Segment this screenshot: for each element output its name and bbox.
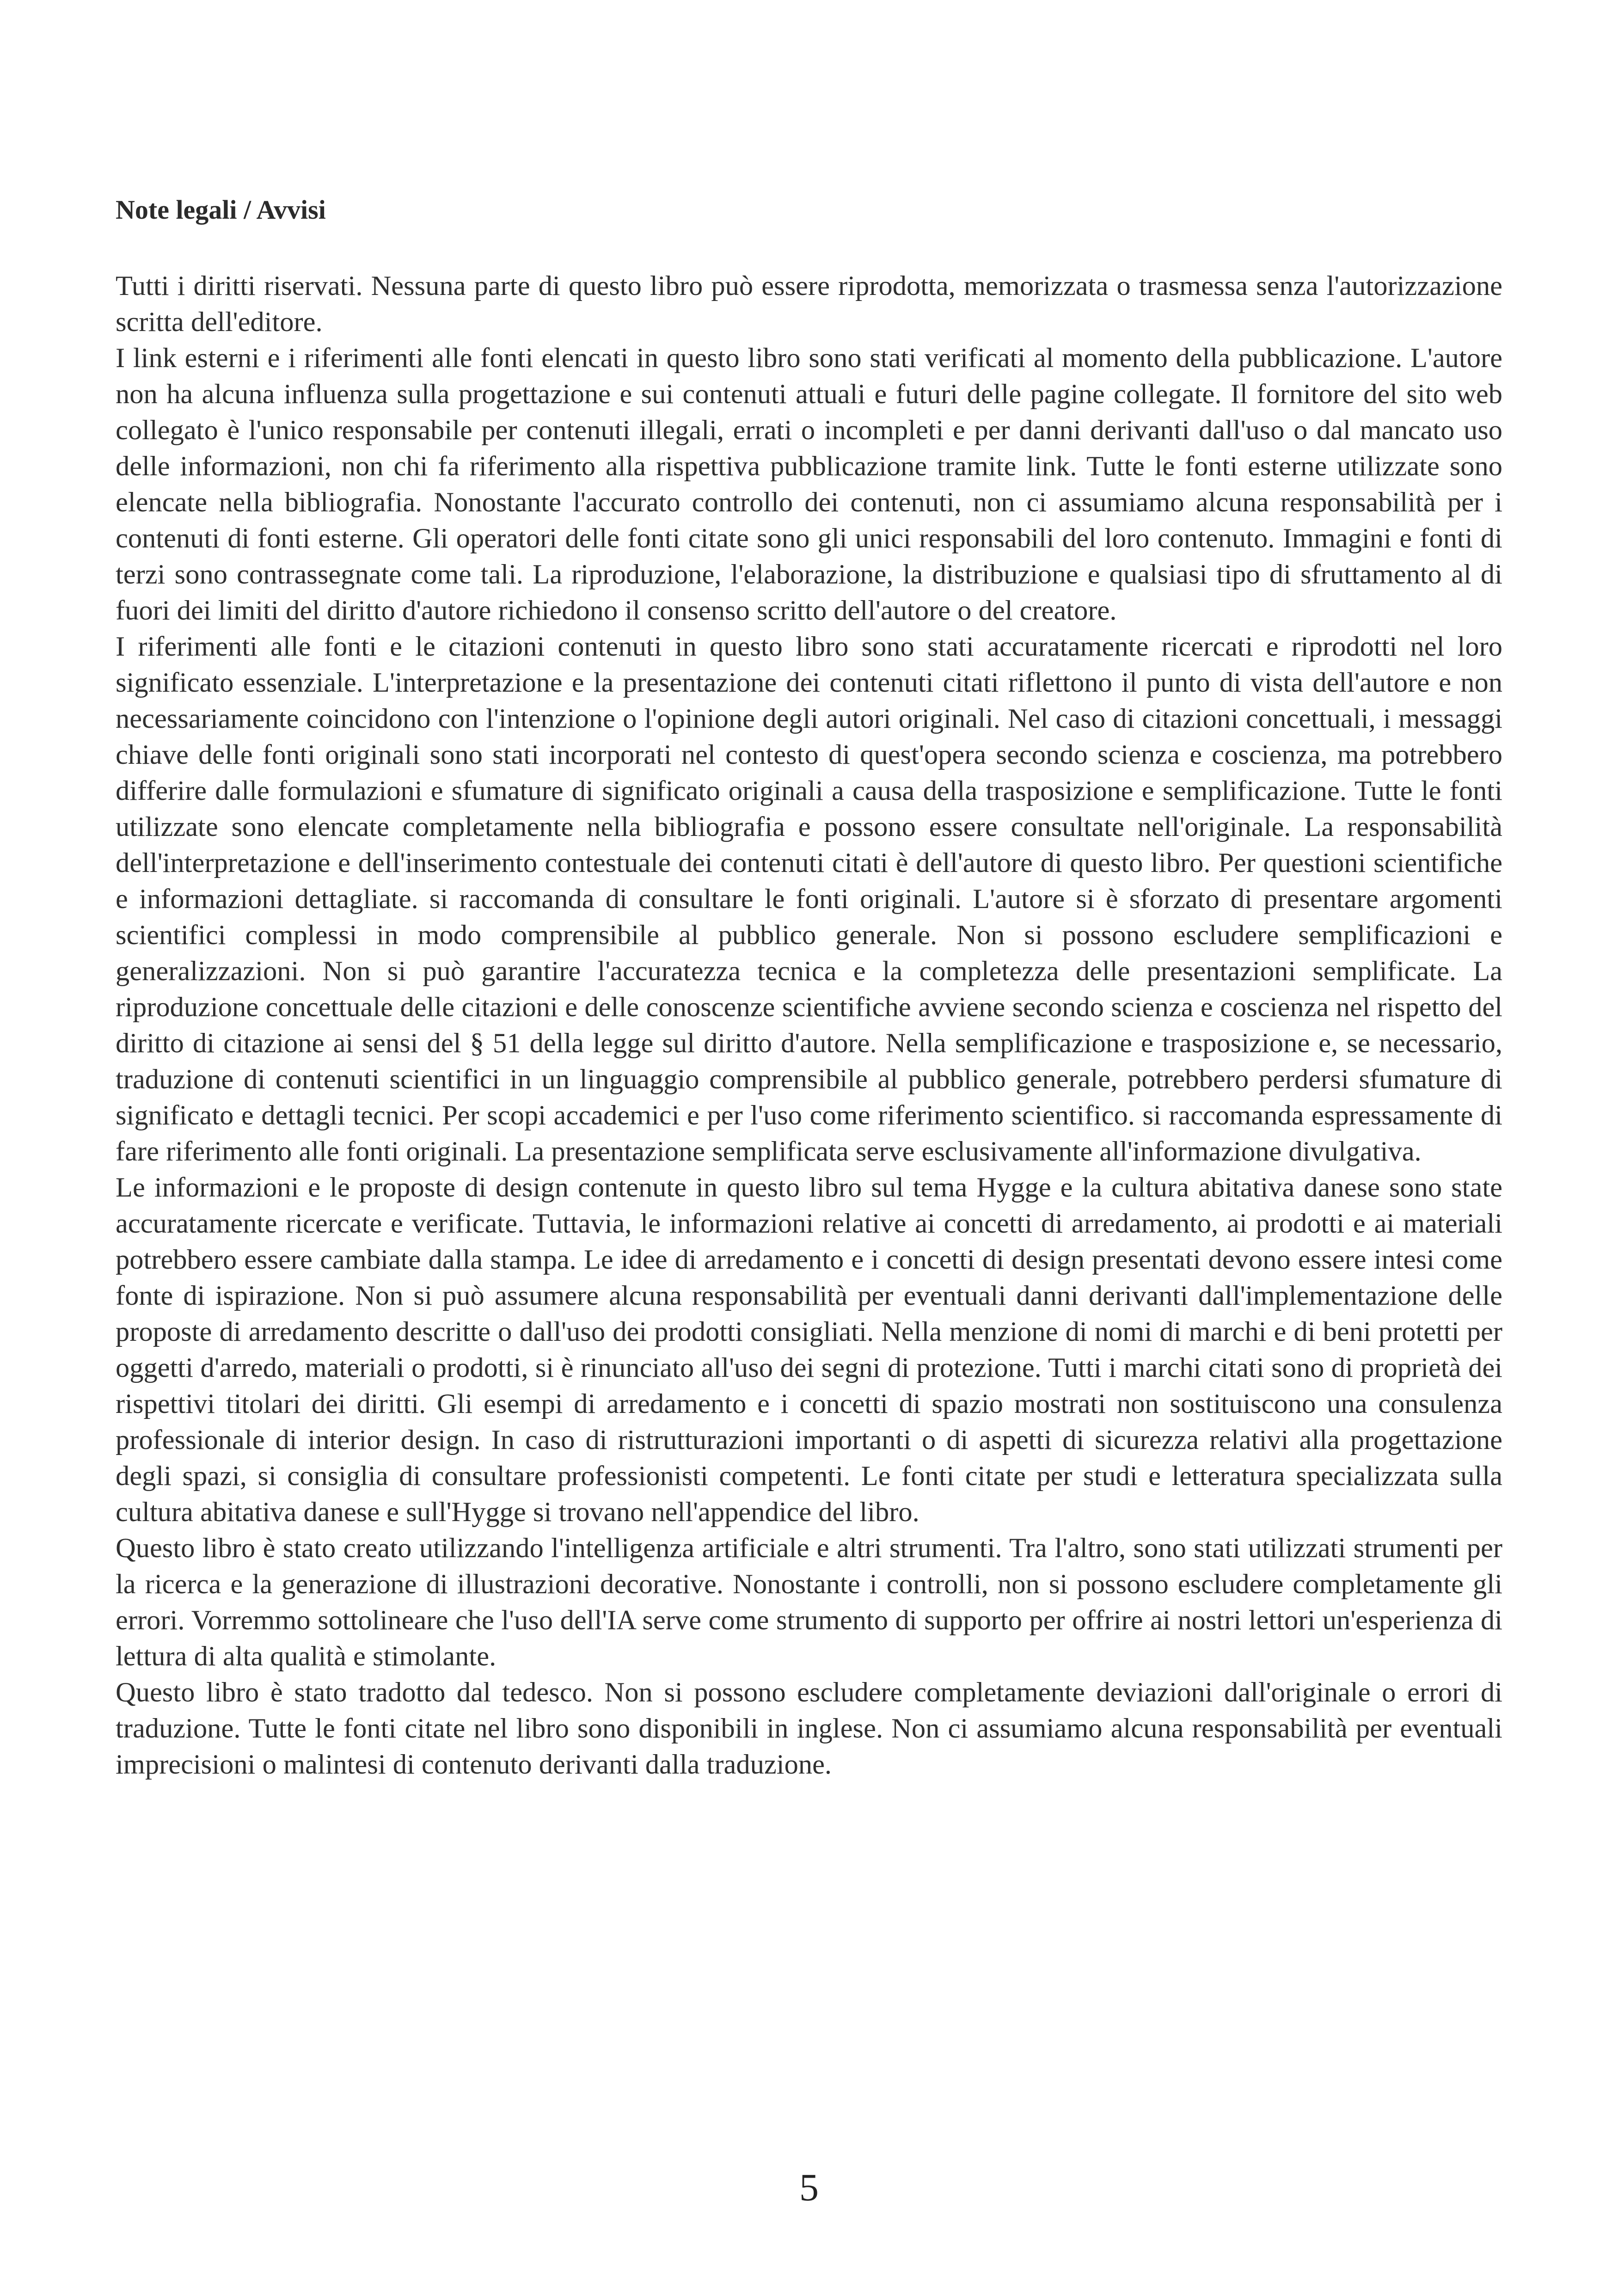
legal-notice-body [116,268,1502,1783]
page-number: 5 [799,2166,819,2209]
section-heading: Note legali / Avvisi [116,195,326,225]
paragraph-ai-usage: Questo libro è stato creato utilizzando l'intelligenza artificiale e altri strumenti. Tra l'altro, sono stati utilizzati strumenti per la ricerca e la generazione di illustrazioni decorative. Nonostante i controlli, non si possono escludere completamente gli errori. Vorremmo sottolineare che l'uso dell'IA serve come strumento di supporto per offrire ai nostri lettori un'esperienza di lettura di alta qualità e stimolante. [116,1533,1502,1672]
paragraph-citations: I riferimenti alle fonti e le citazioni contenuti in questo libro sono stati accuratamente ricercati e riprodotti nel loro significato essenziale. L'interpretazione e la presentazione dei contenuti citati riflettono il punto di vista dell'autore e non necessariamente coincidono con l'intenzione o l'opinione degli autori originali. Nel caso di citazioni concettuali, i messaggi chiave delle fonti originali sono stati incorporati nel contesto di quest'opera secondo scienza e coscienza, ma potrebbero differire dalle formulazioni e sfumature di significato originali a causa della trasposizione e semplificazione. Tutte le fonti utilizzate sono elencate completamente nella bibliografia e possono essere consultate nell'originale. La responsabilità dell'interpretazione e dell'inserimento contestuale dei contenuti citati è dell'autore di questo libro. Per questioni scientifiche e informazioni dettagliate. si raccomanda di consultare le fonti originali. L'autore si è sforzato di presentare argomenti scientifici complessi in modo comprensibile al pubblico generale. Non si possono escludere semplificazioni e generalizzazioni. Non si può garantire l'accuratezza tecnica e la completezza delle presentazioni semplificate. La riproduzione concettuale delle citazioni e delle conoscenze scientifiche avviene secondo scienza e coscienza nel rispetto del diritto di citazione ai sensi del § 51 della legge sul diritto d'autore. Nella semplificazione e trasposizione e, se necessario, traduzione di contenuti scientifici in un linguaggio comprensibile al pubblico generale, potrebbero perdersi sfumature di significato e dettagli tecnici. Per scopi accademici e per l'uso come riferimento scientifico. si raccomanda espressamente di fare riferimento alle fonti originali. La presentazione semplificata serve esclusivamente all'informazione divulgativa. [116,631,1502,1167]
paragraph-external-links: I link esterni e i riferimenti alle fonti elencati in questo libro sono stati verificati al momento della pubblicazione. L'autore non ha alcuna influenza sulla progettazione e sui contenuti attuali e futuri delle pagine collegate. Il fornitore del sito web collegato è l'unico responsabile per contenuti illegali, errati o incompleti e per danni derivanti dall'uso o dal mancato uso delle informazioni, non chi fa riferimento alla rispettiva pubblicazione tramite link. Tutte le fonti esterne utilizzate sono elencate nella bibliografia. Nonostante l'accurato controllo dei contenuti, non ci assumiamo alcuna responsabilità per i contenuti di fonti esterne. Gli operatori delle fonti citate sono gli unici responsabili del loro contenuto. Immagini e fonti di terzi sono contrassegnate come tali. La riproduzione, l'elaborazione, la distribuzione e qualsiasi tipo di sfruttamento al di fuori dei limiti del diritto d'autore richiedono il consenso scritto dell'autore o del creatore. [116,343,1502,626]
paragraph-rights: Tutti i diritti riservati. Nessuna parte di questo libro può essere riprodotta, memorizzata o trasmessa senza l'autorizzazione scritta dell'editore. [116,270,1502,338]
paragraph-translation: Questo libro è stato tradotto dal tedesco. Non si possono escludere completamente deviazioni dall'originale o errori di traduzione. Tutte le fonti citate nel libro sono disponibili in inglese. Non ci assumiamo alcuna responsabilità per eventuali imprecisioni o malintesi di contenuto derivanti dalla traduzione. [116,1677,1502,1780]
paragraph-design-info: Le informazioni e le proposte di design contenute in questo libro sul tema Hygge e la cultura abitativa danese sono state accuratamente ricercate e verificate. Tuttavia, le informazioni relative ai concetti di arredamento, ai prodotti e ai materiali potrebbero essere cambiate dalla stampa. Le idee di arredamento e i concetti di design presentati devono essere intesi come fonte di ispirazione. Non si può assumere alcuna responsabilità per eventuali danni derivanti dall'implementazione delle proposte di arredamento descritte o dall'uso dei prodotti consigliati. Nella menzione di nomi di marchi e di beni protetti per oggetti d'arredo, materiali o prodotti, si è rinunciato all'uso dei segni di protezione. Tutti i marchi citati sono di proprietà dei rispettivi titolari dei diritti. Gli esempi di arredamento e i concetti di spazio mostrati non sostituiscono una consulenza professionale di interior design. In caso di ristrutturazioni importanti o di aspetti di sicurezza relativi alla progettazione degli spazi, si consiglia di consultare professionisti competenti. Le fonti citate per studi e letteratura specializzata sulla cultura abitativa danese e sull'Hygge si trovano nell'appendice del libro. [116,1172,1502,1528]
